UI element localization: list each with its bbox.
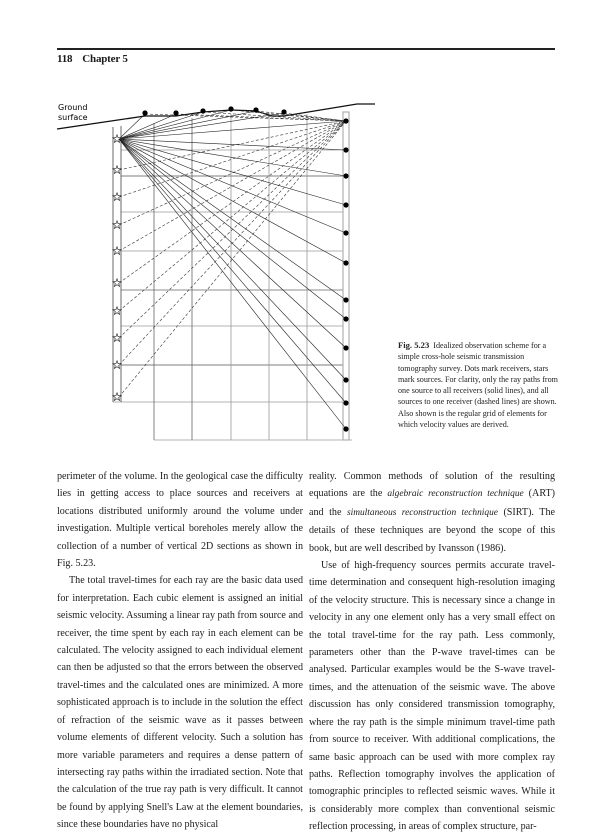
paragraph: The total travel-times for each ray are the basic data used for interpretation. Each cubic element is assigned an initial seismic velocity. Assuming a linear ray path from source and receiver, the time spent by each ray in each element can be calculated. The velocity assigned to each individual element can then be adjusted so that the errors between the observed travel-times and the calculated ones are minimized. A more sophisticated approach is to include in the solution the effect of refraction of the seismic wave as it passes between volume elements of different velocity. Such a solution has more variable parameters and requires a dense pattern of intersecting ray paths within the irradiated section. Note that the calculation of the true ray path is very difficult. It cannot be found by applying Snell's Law at the element boundaries, since these boundaries have no physical [57,575,304,831]
paragraph: Use of high-frequency sources permits accurate travel-time determination and consequent high-resolution imaging of the velocity structure. This is necessary since a change in velocity in any one element only has a very small effect on the total travel-time for the ray path. Less commonly, parameters other than the P-wave travel-times can be analysed. Particular examples would be the S-wave travel-times, and the attenuation of the seismic wave. The above discussion has only considered transmission tomography, where the ray path is the simple minimum travel-time path from source to receiver. With additional complications, the same basic approach can be used with more complex ray paths. Reflection tomography involves the application of tomographic principles to reflected seismic waves. While it is considerably more complex than conventional seismic reflection processing, in areas of complex structure, par- [309,560,555,833]
figure-number: Fig. 5.23 [398,340,430,350]
right-borehole [343,112,349,440]
caption-text: Idealized observation scheme for a simple cross-hole seismic transmission tomography survey. Dots mark receivers, stars mark sources. For clarity, only the ray paths from one source to all receivers (solid lines), and all sources to one receiver (dashed lines) are shown. Also shown is the regular grid of elements for which velocity values are derived. [398,341,558,430]
ground-label-line1: Ground [58,103,88,112]
paragraph [309,468,555,557]
term-sirt: simultaneous reconstruction technique [346,507,498,518]
text-run: reality. Common methods of solution of the resulting equations are the [309,471,555,500]
paragraph: perimeter of the volume. In the geological case the difficulty lies in getting access to place sources and receivers at locations distributed uniformly around the volume under investigation. Multiple vertical boreholes merely allow the collection of a number of vertical 2D sections as shown in Fig. 5.23. [57,471,303,570]
text-run: (SIRT). The details of these techniques are beyond the scope of this book, but are well described by Ivansson (1986). [309,506,555,554]
right-column [309,468,555,836]
text-run: (ART) and the [309,488,555,518]
ground-label-line2: surface [58,113,88,122]
source-star-icons [113,135,121,401]
left-column [57,468,303,834]
solid-ray-paths [119,110,346,429]
figure-caption [398,340,558,430]
term-art: algebraic reconstruction technique [387,489,524,500]
page-number: 118 [57,53,73,65]
chapter-title: Chapter 5 [82,53,128,65]
